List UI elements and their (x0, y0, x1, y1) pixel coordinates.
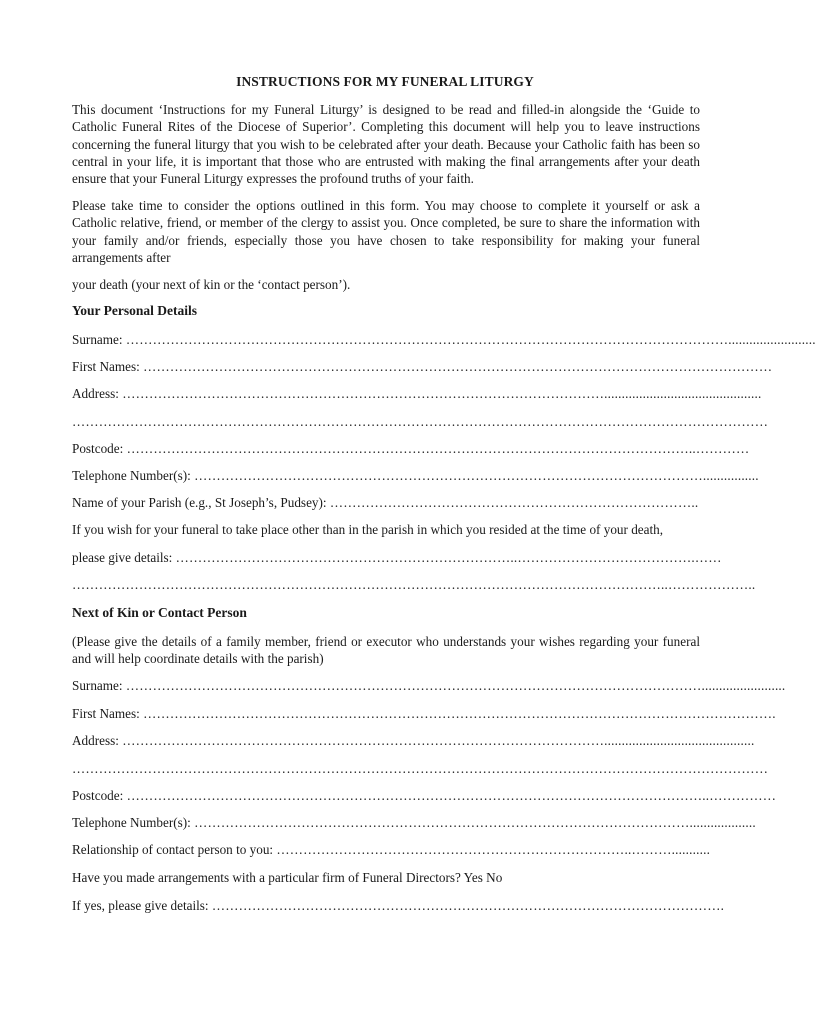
first-names-field[interactable] (72, 358, 773, 375)
funeral-directors-label: Have you made arrangements with a particular firm of Funeral Directors? Yes (72, 870, 483, 885)
if-yes-dots[interactable]: ……………………………………………………………………………………………………. (211, 898, 725, 913)
address-label: Address: (72, 386, 119, 401)
kin-address-line-2-dots[interactable]: ………………………………………………………………………………………………………………………………………… (72, 761, 769, 776)
address-field[interactable] (72, 385, 762, 402)
kin-address-field[interactable] (72, 732, 755, 749)
details-label: please give details: (72, 550, 173, 565)
if-yes-label: If yes, please give details: (72, 898, 209, 913)
kin-postcode-label: Postcode: (72, 788, 124, 803)
postcode-dots[interactable]: ………………………………………………………………………………………………………………..………… (126, 441, 750, 456)
telephone-field[interactable] (72, 467, 759, 484)
surname-field[interactable] (72, 331, 816, 348)
address-line-2-dots[interactable]: ………………………………………………………………………………………………………………………………………… (72, 414, 769, 429)
address-line-2[interactable] (72, 413, 769, 430)
next-of-kin-note: (Please give the details of a family member, friend or executor who understands your wishes regarding your funeral and will help coordinate details with the parish) (72, 634, 700, 667)
next-of-kin-heading: Next of Kin or Contact Person (72, 605, 247, 620)
kin-first-names-field[interactable] (72, 705, 776, 722)
kin-telephone-dots[interactable]: …………………………………………………………………………………………………................... (194, 815, 756, 830)
intro-paragraph-3: your death (your next of kin or the ‘contact person’). (72, 277, 351, 292)
kin-telephone-field[interactable] (72, 814, 756, 831)
kin-address-dots[interactable]: ………………………………………………………………………………………………........................................... (122, 733, 755, 748)
kin-postcode-field[interactable] (72, 787, 777, 804)
kin-relationship-label: Relationship of contact person to you: (72, 842, 274, 857)
if-yes-details-field[interactable] (72, 897, 725, 914)
details-line-2-dots[interactable]: ……………………………………………………………………………………………………………………..……………….. (72, 577, 756, 592)
kin-address-line-2[interactable] (72, 760, 769, 777)
document-title: INSTRUCTIONS FOR MY FUNERAL LITURGY (236, 74, 534, 89)
parish-dots[interactable]: ……………………………………………………………………….. (329, 495, 699, 510)
kin-telephone-label: Telephone Number(s): (72, 815, 191, 830)
parish-field[interactable] (72, 494, 700, 511)
intro-paragraph-1: This document ‘Instructions for my Funeral Liturgy’ is designed to be read and filled-in alongside the ‘Guide to Catholic Funeral Rites of the Diocese of Superior’. Completing this document will help you to leave instructions concerning the funeral liturgy that you wish to be celebrated after your death. Because your Catholic faith has been so central in your life, it is important that those who are entrusted with making the final arrangements after your death ensure that your Funeral Liturgy expresses the profound truths of your faith. (72, 102, 700, 187)
kin-surname-label: Surname: (72, 678, 123, 693)
funeral-directors-question (72, 869, 700, 887)
surname-label: Surname: (72, 332, 123, 347)
postcode-field[interactable] (72, 440, 750, 457)
kin-surname-dots[interactable]: …………………………………………………………………………………………………………………........................ (125, 678, 786, 693)
kin-surname-field[interactable] (72, 677, 786, 694)
first-names-dots[interactable]: …………………………………………………………………………………………………………………………… (143, 359, 773, 374)
other-parish-question: If you wish for your funeral to take place other than in the parish in which you resided at the time of your death, (72, 522, 664, 537)
personal-details-heading: Your Personal Details (72, 303, 197, 318)
kin-first-names-label: First Names: (72, 706, 140, 721)
postcode-label: Postcode: (72, 441, 124, 456)
kin-first-names-dots[interactable]: ……………………………………………………………………………………………………………………………. (143, 706, 776, 721)
details-dots[interactable]: …………………………………………………………………..………………………………….…… (175, 550, 722, 565)
kin-relationship-field[interactable] (72, 841, 711, 858)
address-dots[interactable]: ………………………………………………………………………………………………............................................. (122, 386, 762, 401)
parish-label: Name of your Parish (e.g., St Joseph’s, Pudsey): (72, 495, 327, 510)
telephone-dots[interactable]: ……………………………………………………………………………………………………................ (194, 468, 759, 483)
intro-paragraph-2: Please take time to consider the options outlined in this form. You may choose to complete it yourself or ask a Catholic relative, friend, or member of the clergy to assist you. Once completed, be sure to share the information with your family and/or friends, especially those you have chosen to take responsibility for making your funeral arrangements after (72, 198, 700, 265)
kin-relationship-dots[interactable]: ……………………………………………………………………..………........... (276, 842, 711, 857)
no-label: No (486, 870, 503, 885)
kin-address-label: Address: (72, 733, 119, 748)
other-parish-details-line-2[interactable] (72, 576, 756, 593)
first-names-label: First Names: (72, 359, 140, 374)
telephone-label: Telephone Number(s): (72, 468, 191, 483)
other-parish-details-field[interactable] (72, 549, 722, 566)
surname-dots[interactable]: ………………………………………………………………………………………………………………………......................... (125, 332, 816, 347)
kin-postcode-dots[interactable]: …………………………………………………………………………………………………………………..…………… (126, 788, 777, 803)
